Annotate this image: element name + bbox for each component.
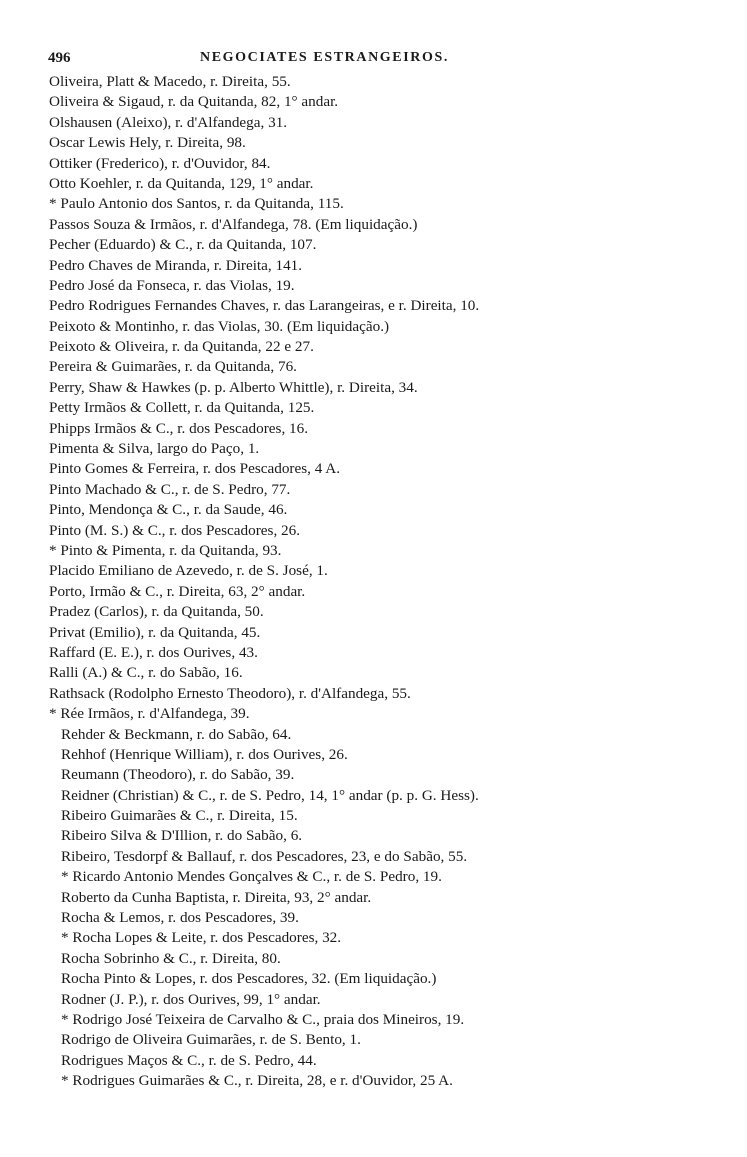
- list-item: Pimenta & Silva, largo do Paço, 1.: [49, 440, 260, 458]
- list-item: Rocha & Lemos, r. dos Pescadores, 39.: [61, 909, 299, 927]
- list-item: Rehder & Beckmann, r. do Sabão, 64.: [61, 725, 292, 743]
- list-item: Rocha Pinto & Lopes, r. dos Pescadores, 32. (Em liquidação.): [61, 970, 437, 988]
- list-item: Pinto Machado & C., r. de S. Pedro, 77.: [49, 480, 291, 498]
- list-item: * Rocha Lopes & Leite, r. dos Pescadores, 32.: [61, 929, 342, 947]
- list-item: Peixoto & Montinho, r. das Violas, 30. (Em liquidação.): [49, 317, 390, 335]
- list-item: Rathsack (Rodolpho Ernesto Theodoro), r. d'Alfandega, 55.: [49, 684, 411, 702]
- list-item: Raffard (E. E.), r. dos Ourives, 43.: [49, 643, 258, 661]
- list-item: Placido Emiliano de Azevedo, r. de S. José, 1.: [49, 562, 328, 580]
- list-item: Pedro Rodrigues Fernandes Chaves, r. das Larangeiras, e r. Direita, 10.: [49, 297, 480, 315]
- list-item: Petty Irmãos & Collett, r. da Quitanda, 125.: [49, 399, 315, 417]
- list-item: Oliveira & Sigaud, r. da Quitanda, 82, 1° andar.: [49, 93, 339, 111]
- list-item: * Rée Irmãos, r. d'Alfandega, 39.: [49, 705, 250, 723]
- list-item: Pinto Gomes & Ferreira, r. dos Pescadores, 4 A.: [49, 460, 341, 478]
- list-item: Privat (Emilio), r. da Quitanda, 45.: [49, 623, 261, 641]
- list-item: Pradez (Carlos), r. da Quitanda, 50.: [49, 603, 264, 621]
- list-item: Oliveira, Platt & Macedo, r. Direita, 55.: [49, 73, 291, 90]
- list-item: Rehhof (Henrique William), r. dos Ourives, 26.: [61, 745, 348, 763]
- list-item: Ribeiro, Tesdorpf & Ballauf, r. dos Pescadores, 23, e do Sabão, 55.: [61, 847, 468, 865]
- list-item: Pinto, Mendonça & C., r. da Saude, 46.: [49, 501, 288, 519]
- list-item: Phipps Irmãos & C., r. dos Pescadores, 16.: [49, 419, 309, 437]
- list-item: Pinto (M. S.) & C., r. dos Pescadores, 26.: [49, 521, 301, 539]
- list-item: * Ricardo Antonio Mendes Gonçalves & C., r. de S. Pedro, 19.: [61, 868, 442, 886]
- list-item: Pecher (Eduardo) & C., r. da Quitanda, 107.: [49, 236, 317, 254]
- list-item: * Rodrigues Guimarães & C., r. Direita, 28, e r. d'Ouvidor, 25 A.: [61, 1072, 453, 1090]
- list-item: Otto Koehler, r. da Quitanda, 129, 1° andar.: [49, 174, 314, 192]
- list-item: Pereira & Guimarães, r. da Quitanda, 76.: [49, 358, 297, 376]
- list-item: Porto, Irmão & C., r. Direita, 63, 2° andar.: [49, 582, 306, 600]
- list-item: Rodner (J. P.), r. dos Ourives, 99, 1° andar.: [61, 990, 321, 1008]
- list-item: Rocha Sobrinho & C., r. Direita, 80.: [61, 949, 281, 967]
- list-item: Rodrigues Maços & C., r. de S. Pedro, 44.: [61, 1051, 317, 1069]
- list-item: Rodrigo de Oliveira Guimarães, r. de S. Bento, 1.: [61, 1031, 361, 1049]
- list-item: Ottiker (Frederico), r. d'Ouvidor, 84.: [49, 154, 271, 172]
- list-item: Reidner (Christian) & C., r. de S. Pedro, 14, 1° andar (p. p. G. Hess).: [61, 786, 479, 804]
- list-item: Ribeiro Silva & D'Illion, r. do Sabão, 6.: [61, 827, 303, 845]
- list-item: Pedro José da Fonseca, r. das Violas, 19.: [49, 276, 295, 294]
- list-item: Ribeiro Guimarães & C., r. Direita, 15.: [61, 807, 298, 825]
- merchant-list: [49, 72, 719, 1092]
- list-item: Oscar Lewis Hely, r. Direita, 98.: [49, 134, 246, 152]
- list-item: Passos Souza & Irmãos, r. d'Alfandega, 78. (Em liquidação.): [49, 215, 418, 233]
- list-item: Ralli (A.) & C., r. do Sabão, 16.: [49, 664, 243, 682]
- list-item: * Paulo Antonio dos Santos, r. da Quitanda, 115.: [49, 195, 344, 213]
- page-number: 496: [48, 50, 71, 66]
- running-head: NEGOCIATES ESTRANGEIROS.: [200, 50, 449, 65]
- list-item: * Pinto & Pimenta, r. da Quitanda, 93.: [49, 541, 282, 559]
- list-item: Pedro Chaves de Miranda, r. Direita, 141.: [49, 256, 303, 274]
- list-item: Perry, Shaw & Hawkes (p. p. Alberto Whittle), r. Direita, 34.: [49, 378, 418, 396]
- list-item: * Rodrigo José Teixeira de Carvalho & C., praia dos Mineiros, 19.: [61, 1010, 465, 1028]
- list-item: Peixoto & Oliveira, r. da Quitanda, 22 e 27.: [49, 338, 314, 356]
- list-item: Reumann (Theodoro), r. do Sabão, 39.: [61, 766, 295, 784]
- page-header: [48, 46, 648, 70]
- list-item: Roberto da Cunha Baptista, r. Direita, 93, 2° andar.: [61, 888, 372, 906]
- list-item: Olshausen (Aleixo), r. d'Alfandega, 31.: [49, 113, 288, 131]
